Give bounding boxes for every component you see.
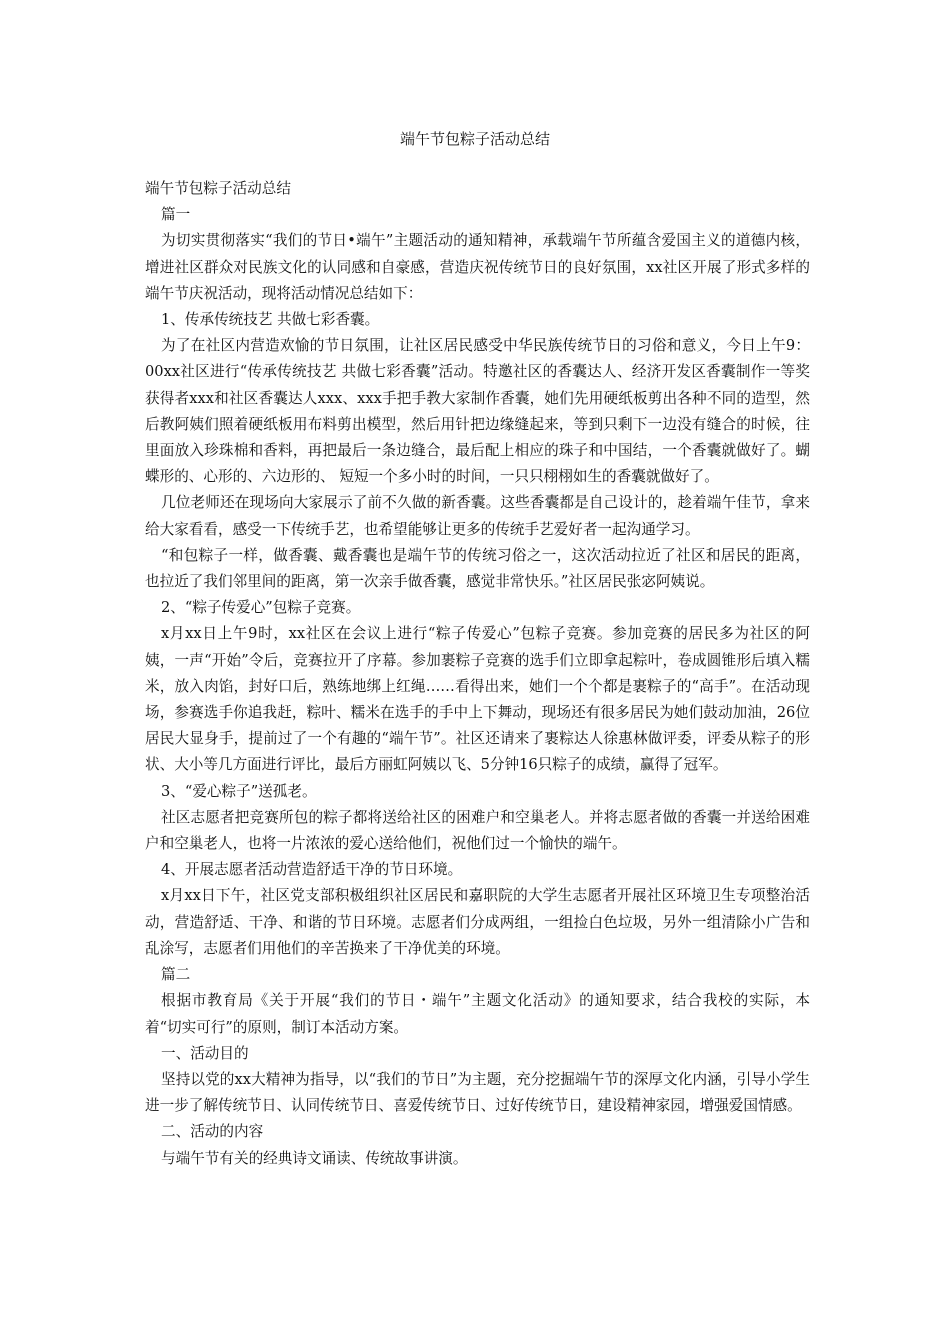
paragraph: 根据市教育局《关于开展“我们的节日・端午”主题文化活动》的通知要求，结合我校的实际，本着“切实可行”的原则，制订本活动方案。	[145, 992, 810, 1036]
paragraph: 端午节包粽子活动总结	[145, 180, 291, 197]
document-title: 端午节包粽子活动总结	[399, 130, 550, 148]
paragraph: 1、传承传统技艺 共做七彩香囊。	[161, 311, 380, 329]
paragraph: 二、活动的内容	[161, 1123, 264, 1141]
paragraph: 4、开展志愿者活动营造舒适干净的节日环境。	[161, 861, 463, 879]
paragraph: x月xx日上午9时，xx社区在会议上进行“粽子传爱心”包粽子竞赛。参加竞赛的居民多为社区的阿姨，一声“开始”令后，竞赛拉开了序幕。参加裹粽子竞赛的选手们立即拿起粽叶，卷成圆锥形后填入糯米，放入肉馅，封好口后，熟练地绑上红绳……看得出来，她们一个个都是裹粽子的“高手”。在活动现场，参赛选手你追我赶，粽叶、糯米在选手的手中上下舞动，现场还有很多居民为她们鼓动加油，26位居民大显身手，提前过了一个有趣的“端午节”。社区还请来了裹粽达人徐惠林做评委，评委从粽子的形状、大小等几方面进行评比，最后方丽虹阿姨以飞、5分钟16只粽子的成绩，赢得了冠军。	[145, 625, 810, 774]
paragraph: 坚持以党的xx大精神为指导，以“我们的节日”为主题，充分挖掘端午节的深厚文化内涵，引导小学生进一步了解传统节日、认同传统节日、喜爱传统节日、过好传统节日，建设精神家园，增强爱国情感。	[145, 1070, 810, 1115]
paragraph: 几位老师还在现场向大家展示了前不久做的新香囊。这些香囊都是自己设计的，趁着端午佳节，拿来给大家看看，感受一下传统手艺，也希望能够让更多的传统手艺爱好者一起沟通学习。	[145, 494, 810, 538]
paragraph: 3、“爱心粽子”送孤老。	[161, 782, 317, 800]
paragraph: 一、活动目的	[161, 1044, 249, 1062]
paragraph: x月xx日下午，社区党支部积极组织社区居民和嘉职院的大学生志愿者开展社区环境卫生专项整治活动，营造舒适、干净、和谐的节日环境。志愿者们分成两组，一组捡白色垃圾，另外一组清除小广告和乱涂写，志愿者们用他们的辛苦换来了干净优美的环境。	[145, 887, 810, 957]
paragraph: 篇二	[161, 966, 191, 984]
paragraph: 2、“粽子传爱心”包粽子竞赛。	[161, 599, 361, 617]
paragraph: “和包粽子一样，做香囊、戴香囊也是端午节的传统习俗之一，这次活动拉近了社区和居民的距离，也拉近了我们邻里间的距离，第一次亲手做香囊，感觉非常快乐。”社区居民张宓阿姨说。	[145, 546, 810, 591]
paragraph: 与端午节有关的经典诗文诵读、传统故事讲演。	[161, 1149, 468, 1167]
paragraph: 为了在社区内营造欢愉的节日氛围，让社区居民感受中华民族传统节日的习俗和意义，今日上午9：00xx社区进行“传承传统技艺 共做七彩香囊”活动。特邀社区的香囊达人、经济开发区香囊制作一等奖获得者xxx和社区香囊达人xxx、xxx手把手教大家制作香囊，她们先用硬纸板剪出各种不同的造型，然后教阿姨们照着硬纸板用布料剪出模型，然后用针把边缘缝起来，等到只剩下一边没有缝合的时候，往里面放入珍珠棉和香料，再把最后一条边缝合，最后配上相应的珠子和中国结，一个香囊就做好了。蝴蝶形的、心形的、六边形的、 短短一个多小时的时间，一只只栩栩如生的香囊就做好了。	[145, 337, 810, 486]
paragraph: 篇一	[161, 206, 191, 224]
paragraph: 为切实贯彻落实“我们的节日•端午”主题活动的通知精神，承载端午节所蕴含爱国主义的道德内核，增进社区群众对民族文化的认同感和自豪感，营造庆祝传统节日的良好氛围，xx社区开展了形式多样的端午节庆祝活动，现将活动情况总结如下：	[145, 232, 810, 302]
paragraph: 社区志愿者把竞赛所包的粽子都将送给社区的困难户和空巢老人。并将志愿者做的香囊一并送给困难户和空巢老人，也将一片浓浓的爱心送给他们，祝他们过一个愉快的端午。	[145, 808, 810, 853]
document-body	[145, 176, 810, 1172]
